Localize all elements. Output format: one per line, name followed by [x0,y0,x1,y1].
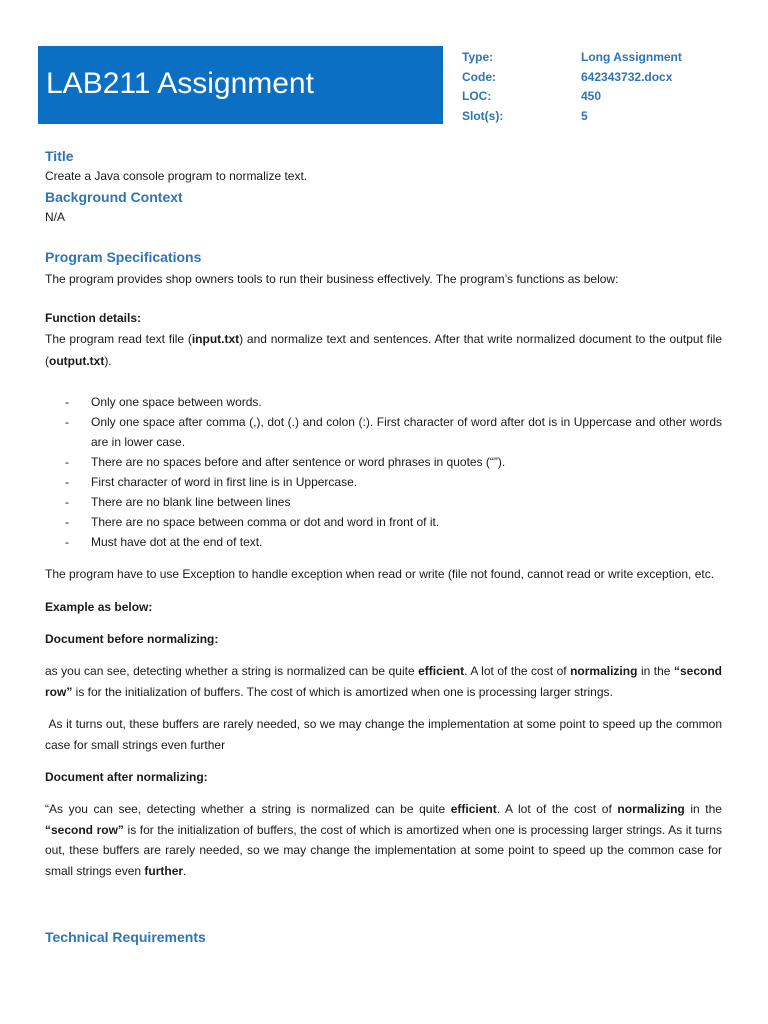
rule-text: There are no space between comma or dot and word in front of it. [91,515,440,529]
text-run: “second row” [45,822,124,837]
example-heading: Example as below: [45,600,153,614]
bullet-dash: - [65,515,69,529]
bullet-dash: - [65,475,69,489]
meta-row-loc [462,87,742,107]
list-item [45,492,722,512]
meta-row-code [462,68,742,88]
list-item [45,512,722,532]
text-run: . A lot of the cost of [464,664,571,678]
program-specifications-heading: Program Specifications [45,249,202,265]
meta-row-slots [462,107,742,127]
assignment-meta [462,48,742,126]
rule-text: There are no blank line between lines [91,495,291,509]
technical-requirements-heading: Technical Requirements [45,929,206,945]
function-details-heading: Function details: [45,311,141,325]
meta-value: 450 [581,89,602,103]
before-normalizing-heading: Document before normalizing: [45,632,219,646]
title-text: Create a Java console program to normalize text. [45,169,308,183]
text-run: ) and normalize text and sentences. After that write normalized document to the output file ( [45,332,722,368]
rule-text: There are no spaces before and after sentence or word phrases in quotes (“”). [91,455,506,469]
bullet-dash: - [65,495,69,509]
title-heading: Title [45,148,74,164]
rule-text: First character of word in first line is in Uppercase. [91,475,358,489]
exception-text: The program have to use Exception to handle exception when read or write (file not found, cannot read or write exception, etc. [45,567,715,581]
text-run: “second row” [45,664,722,699]
list-item [45,452,722,472]
meta-row-type [462,48,742,68]
text-run: normalizing [570,664,638,678]
text-run: The program read text file ( [45,332,192,346]
bullet-dash: - [65,415,69,429]
text-run: efficient [418,664,465,678]
meta-label: LOC: [462,89,492,103]
specifications-intro: The program provides shop owners tools to run their business effectively. The program’s functions as below: [45,272,619,286]
before-normalizing-paragraph-1 [45,661,722,703]
list-item [45,412,722,452]
before-normalizing-paragraph-2: As it turns out, these buffers are rarely needed, so we may change the implementation at some point to speed up the common case for small strings even further [45,717,726,752]
after-normalizing-paragraph [45,799,722,881]
text-run: is for the initialization of buffers. The cost of which is amortized when one is processing larger strings. [72,685,613,699]
meta-label: Code: [462,69,496,84]
bullet-dash: - [65,535,69,549]
bullet-dash: - [65,395,69,409]
document-body [45,146,726,947]
text-run: further [144,863,184,878]
text-run: as you can see, detecting whether a string is normalized can be quite [45,664,419,678]
list-item [45,472,722,492]
list-item [45,532,722,552]
bullet-dash: - [65,455,69,469]
document-title-banner [38,46,443,124]
text-run: ). [104,354,112,368]
meta-label: Slot(s): [462,108,504,123]
background-text: N/A [45,210,66,224]
function-details-text [45,328,722,372]
text-run: is for the initialization of buffers, the cost of which is amortized when one is processing larger strings. As it turns out, these buffers are rarely needed, so we may change the implementation at some point to speed up the common case for small strings even [45,822,722,878]
meta-label: Type: [462,50,494,64]
input-file-name: input.txt [191,332,240,346]
text-run: efficient [450,802,497,816]
text-run: “As you can see, detecting whether a string is normalized can be quite [45,802,451,816]
meta-value: 5 [581,108,588,123]
output-file-name: output.txt [49,354,105,368]
text-run: normalizing [617,802,685,816]
list-item [45,392,722,412]
normalization-rules-list [45,392,722,552]
text-run: . [183,863,187,878]
text-run: in the [637,664,674,678]
text-run: . A lot of the cost of [496,802,618,816]
rule-text: Only one space after comma (,), dot (.) and colon (:). First character of word after dot is in Uppercase and other words are in lower case. [91,415,722,449]
text-run: in the [684,802,722,816]
meta-value: Long Assignment [581,50,682,64]
rule-text: Must have dot at the end of text. [91,535,263,549]
after-normalizing-heading: Document after normalizing: [45,770,208,784]
background-heading: Background Context [45,189,183,205]
rule-text: Only one space between words. [91,395,262,409]
document-title: LAB211 Assignment [46,67,314,100]
meta-value: 642343732.docx [581,69,673,84]
